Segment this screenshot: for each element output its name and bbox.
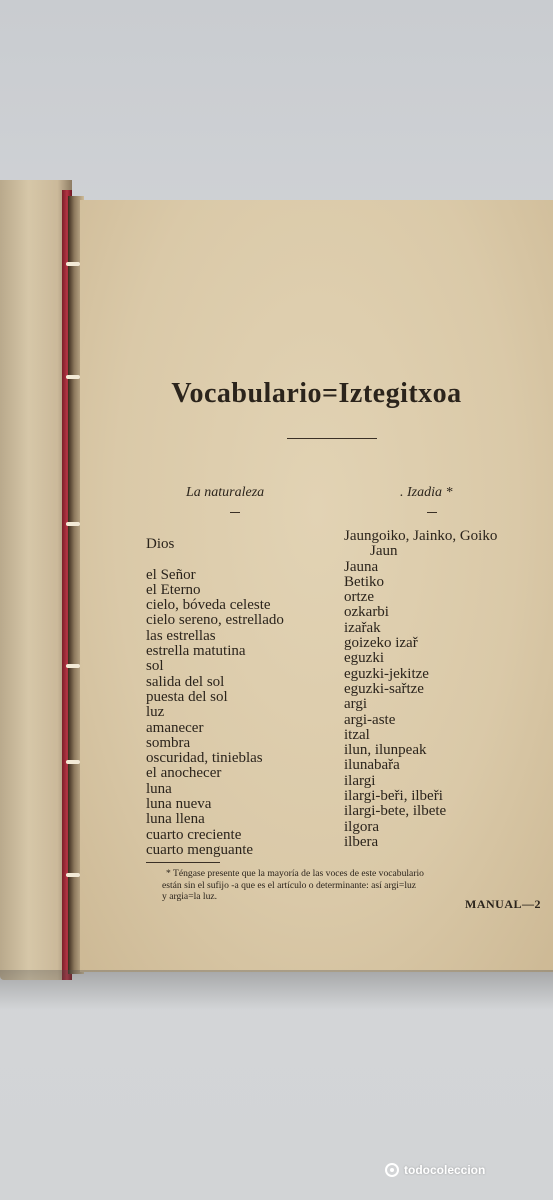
watermark [385,1163,485,1177]
vocab-spanish-term: cuarto creciente [146,826,242,843]
vocab-basque-term: Jaungoiko, Jainko, Goiko [344,528,498,544]
vocab-basque-term: ilargi-beři, ilbeři [344,788,443,805]
vocab-spanish-term: amanecer [146,719,204,736]
vocab-basque-term: Jauna [344,558,379,575]
binding-stitch [66,873,80,877]
footnote-line: * Téngase presente que la mayoría de las voces de este vocabulario [166,868,424,879]
vocab-spanish-term: el Eterno [146,581,201,598]
vocab-basque-term: eguzki [344,650,384,667]
vocab-spanish-term: luz [146,704,165,721]
vocab-spanish-term: las estrellas [146,627,216,644]
vocab-basque-term: ilargi-bete, ilbete [344,803,447,820]
vocab-spanish-term: sombra [146,734,191,751]
title-underline [287,438,377,439]
binding-stitch [66,664,80,668]
watermark-logo-icon [385,1163,399,1177]
vocab-basque-term: ilbera [344,833,379,850]
heading-spanish: La naturaleza [186,485,265,500]
vocab-basque-term: ilargi [344,772,376,789]
vocab-basque-term: eguzki-jekitze [344,665,429,682]
vocab-basque-term: Jaun [370,543,398,560]
vocab-basque-term: ilunabařa [344,757,400,774]
page-shadow [0,970,553,1010]
vocab-spanish-term: sol [146,658,164,675]
spanish-column [146,537,284,858]
basque-column [344,529,497,850]
vocab-basque-term: ilgora [344,818,379,835]
vocab-basque-term: goizeko izař [344,635,418,652]
vocab-spanish-term: luna [146,780,172,797]
vocab-spanish-term: oscuridad, tinieblas [146,750,263,767]
binding-stitch [66,522,80,526]
book-page [80,200,553,972]
vocab-spanish-term: cielo sereno, estrellado [146,612,284,629]
page-title: Vocabulario=Iztegitxoa [171,378,462,409]
vocab-basque-term: argi [344,696,368,713]
page-label: MANUAL—2 [465,897,541,911]
vocab-spanish-term: luna nueva [146,796,212,813]
heading-dash-left [230,512,240,513]
vocab-spanish-term: estrella matutina [146,643,246,660]
vocab-spanish-term: cuarto menguante [146,841,254,858]
vocab-basque-term: ortze [344,589,374,606]
heading-basque: . Izadia * [400,485,453,500]
footnote-rule [146,862,220,863]
vocab-basque-term: argi-aste [344,711,396,728]
vocab-spanish-term: cielo, bóveda celeste [146,597,271,614]
binding-stitch [66,262,80,266]
vocab-basque-term: izařak [344,619,381,636]
footnote-line: están sin el sufijo -a que es el artículo o determinante: así argi=luz [162,879,417,891]
vocab-spanish-term: puesta del sol [146,688,228,705]
watermark-text: todocoleccion [404,1163,486,1177]
vocab-spanish-term: Dios [146,536,175,552]
vocab-basque-term: ozkarbi [344,604,389,621]
vocab-basque-term: eguzki-sařtze [344,680,424,697]
binding-stitch [66,760,80,764]
binding-stitch [66,375,80,379]
vocab-spanish-term: el Señor [146,566,196,583]
footnote-line: y argia=la luz. [162,891,218,902]
vocab-spanish-term: salida del sol [146,673,225,690]
vocab-basque-term: itzal [344,726,370,743]
vocab-basque-term: ilun, ilunpeak [344,742,427,759]
vocab-basque-term: Betiko [344,573,384,590]
vocab-spanish-term: el anochecer [146,765,222,782]
heading-dash-right [427,512,437,513]
vocab-spanish-term: luna llena [146,811,205,828]
